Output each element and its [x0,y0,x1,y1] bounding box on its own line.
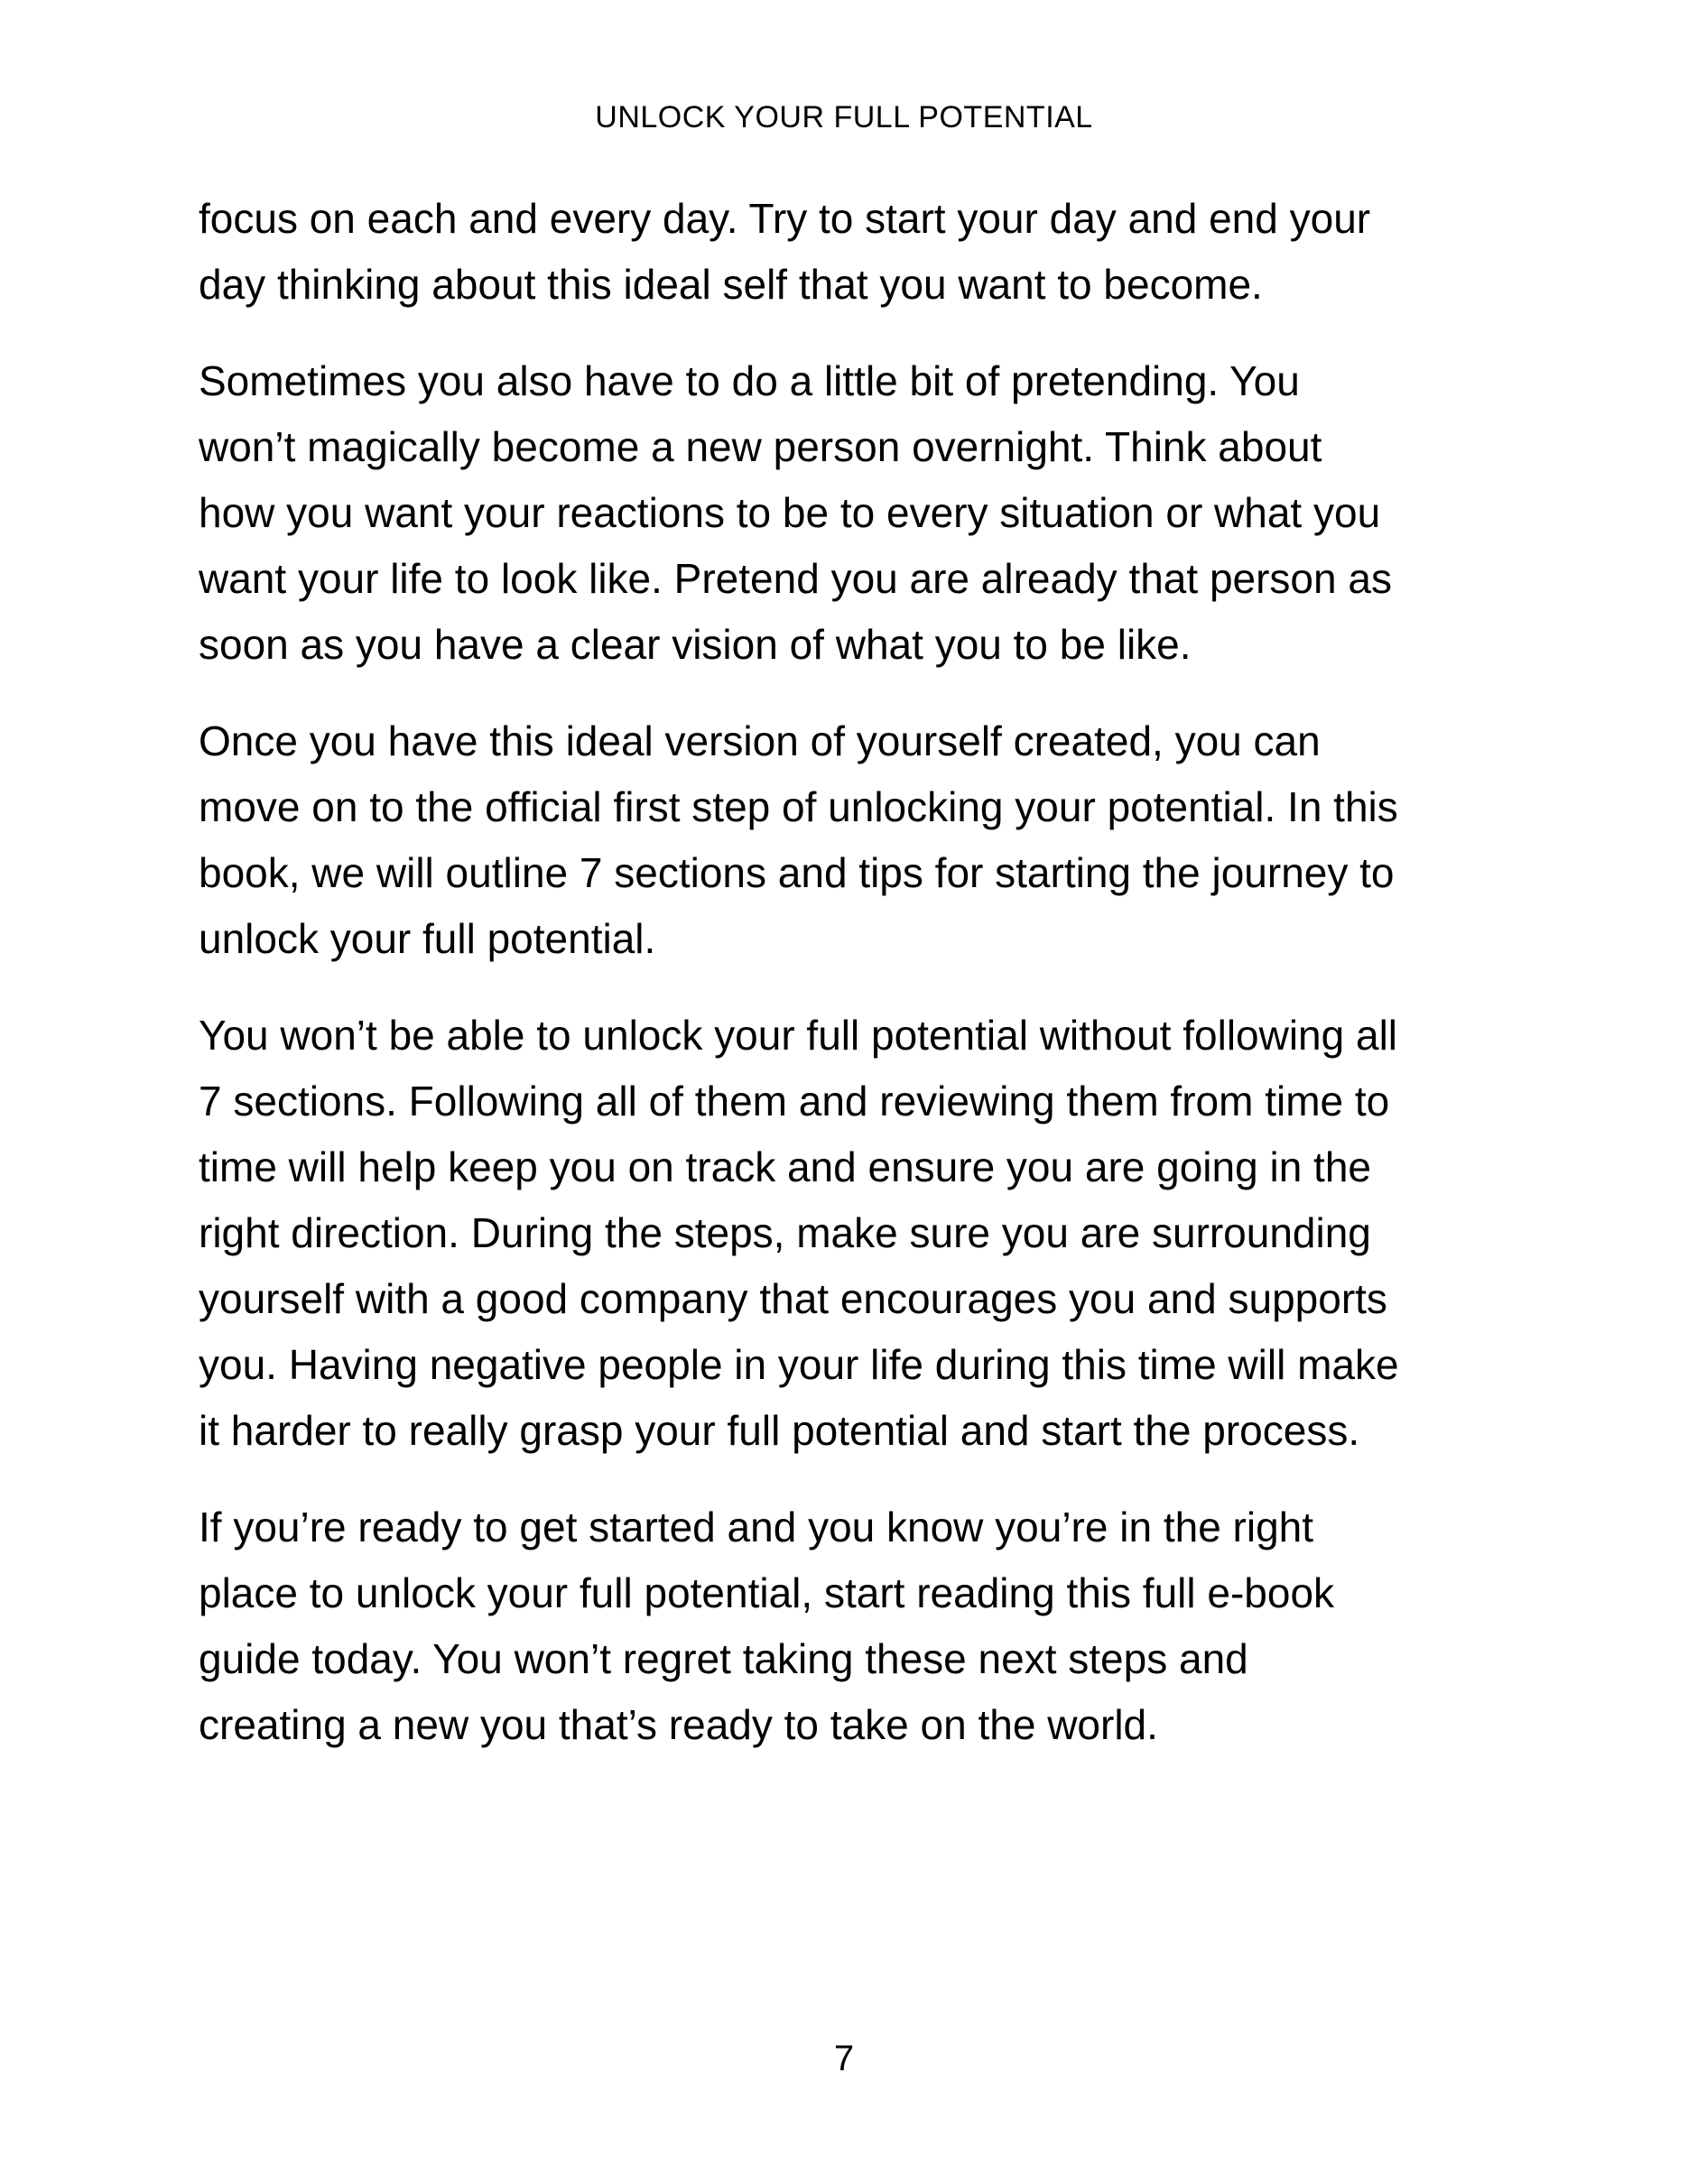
paragraph-2 [199,348,1498,678]
text-line: Sometimes you also have to do a little bit of pretending. You [199,357,1300,404]
text-line: Once you have this ideal version of yourself created, you can [199,717,1321,764]
running-header: UNLOCK YOUR FULL POTENTIAL [595,100,1093,134]
text-line: won’t magically become a new person overnight. Think about [199,423,1322,470]
text-line: creating a new you that’s ready to take on the world. [199,1701,1158,1748]
paragraph-5 [199,1495,1498,1758]
paragraph-1 [199,186,1498,318]
paragraph-3 [199,708,1498,972]
text-line: day thinking about this ideal self that you want to become. [199,261,1263,308]
text-line: yourself with a good company that encourages you and supports [199,1275,1387,1322]
text-line: focus on each and every day. Try to start your day and end your [199,195,1371,242]
text-line: place to unlock your full potential, start reading this full e-book [199,1569,1335,1616]
page-number: 7 [833,2039,855,2078]
text-line: 7 sections. Following all of them and reviewing them from time to [199,1078,1390,1124]
text-line: book, we will outline 7 sections and tips for starting the journey to [199,849,1395,896]
text-line: how you want your reactions to be to every situation or what you [199,489,1381,536]
text-line: move on to the official first step of unlocking your potential. In this [199,783,1398,830]
text-line: You won’t be able to unlock your full potential without following all [199,1012,1398,1059]
body-text [199,186,1498,1789]
text-line: time will help keep you on track and ensure you are going in the [199,1143,1372,1190]
text-line: If you’re ready to get started and you know you’re in the right [199,1504,1314,1550]
text-line: unlock your full potential. [199,915,656,962]
text-line: guide today. You won’t regret taking these next steps and [199,1635,1248,1682]
text-line: right direction. During the steps, make sure you are surrounding [199,1209,1371,1256]
paragraph-4 [199,1003,1498,1464]
text-line: soon as you have a clear vision of what you to be like. [199,621,1192,668]
text-line: want your life to look like. Pretend you are already that person as [199,555,1392,602]
text-line: it harder to really grasp your full potential and start the process. [199,1407,1360,1454]
text-line: you. Having negative people in your life during this time will make [199,1341,1399,1388]
